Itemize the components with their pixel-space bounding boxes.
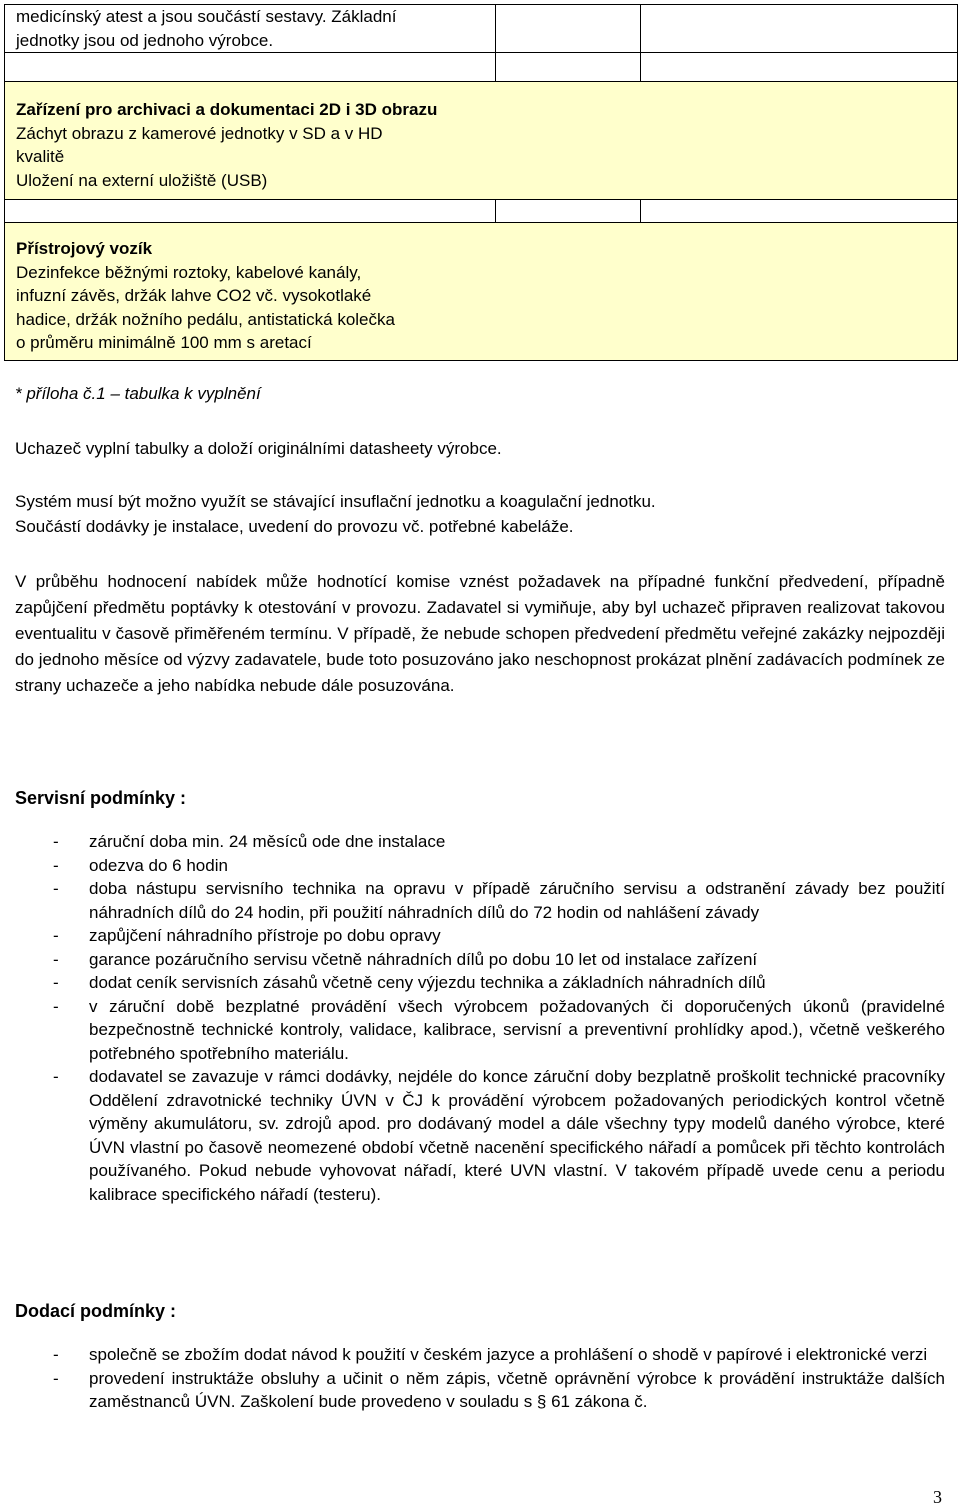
table-row-section-header [5,223,958,361]
table-row [5,5,958,53]
annex-note: * příloha č.1 – tabulka k vyplnění [15,384,261,403]
list-item [15,995,945,1066]
list-item [15,1065,945,1206]
list-item-text: dodat ceník servisních zásahů včetně ceny výjezdu technika a základních náhradních dílů [89,973,766,992]
list-item [15,854,945,878]
table-cell-empty [5,53,496,82]
page-number: 3 [933,1487,942,1507]
list-dash: - [53,1368,59,1388]
cell-line: infuzní závěs, držák lahve CO2 vč. vysokotlaké [16,286,372,305]
cell-line: o průměru minimálně 100 mm s aretací [16,333,312,352]
list-item-text: záruční doba min. 24 měsíců ode dne instalace [89,832,446,851]
cell-line: Dezinfekce běžnými roztoky, kabelové kanály, [16,262,362,282]
list-item-text: provedení instruktáže obsluhy a učinit o něm zápis, včetně oprávnění výrobce k provádění instruktáže dalších zaměstnanců ÚVN. Zaškolení bude provedeno v souladu s § 61 zákona č. [89,1368,945,1411]
paragraph: Systém musí být možno využít se stávající insuflační jednotku a koagulační jednotku. [15,492,656,511]
paragraph: Uchazeč vyplní tabulky a doloží originálními datasheety výrobce. [15,439,502,458]
table-cell-empty [641,53,958,82]
list-dash: - [53,879,59,898]
list-item-text: garance pozáručního servisu včetně náhradních dílů po dobu 10 let od instalace zařízení [89,949,758,969]
cell-line: hadice, držák nožního pedálu, antistatická kolečka [16,309,395,329]
list-item [15,1367,945,1414]
table-cell-empty [496,200,641,223]
section-heading: Přístrojový vozík [16,239,153,258]
list-item [15,830,945,854]
list-dash: - [53,832,59,851]
list-item-text: společně se zbožím dodat návod k použití v českém jazyce a prohlášení o shodě v papírové i elektronické verzi [89,1345,928,1364]
list-dash: - [53,996,59,1016]
table-cell-empty [496,53,641,82]
list-dash: - [53,855,59,875]
paragraph: Součástí dodávky je instalace, uvedení do provozu vč. potřebné kabeláže. [15,517,574,536]
list-item [15,971,945,995]
table-row [5,200,958,223]
list-item [15,924,945,948]
cell-line: medicínský atest a jsou součástí sestavy. Základní [16,7,397,26]
list-dash: - [53,1067,59,1086]
list-dash: - [53,1345,59,1364]
service-conditions-heading: Servisní podmínky : [15,788,187,808]
list-item-text: odezva do 6 hodin [89,855,228,875]
list-item-text: doba nástupu servisního technika na opravu v případě záručního servisu a odstranění závady bez použití náhradních dílů do 24 hodin, při použití náhradních dílů do 72 hodin od nahlášení závady [89,879,945,922]
list-item [15,877,945,924]
table-cell-empty [641,5,958,53]
list-item-text: v záruční době bezplatné provádění všech výrobcem požadovaných či doporučených úkonů (pravidelné bezpečnostně technické kontroly, validace, kalibrace, servisní a preventivní prohlídky apod.), včetně veškerého potřebného spotřebního materiálu. [89,996,945,1063]
cell-line: kvalitě [16,147,65,166]
table-cell-empty [5,200,496,223]
list-item-text: zapůjčení náhradního přístroje po dobu opravy [89,926,441,945]
table-cell-section [5,82,958,200]
table-cell-empty [496,5,641,53]
table-cell-section [5,223,958,361]
list-item-text: dodavatel se zavazuje v rámci dodávky, nejdéle do konce záruční doby bezplatně proškolit technické pracovníky Oddělení zdravotnické techniky ÚVN v ČJ k provádění výrobcem požadovaných periodických kontrol včetně výměny akumulátoru, sv. zdrojů apod. pro dodávaný model a dále všechny typy modelů daného výrobce, které ÚVN vlastní po časově neomezené období včetně nacenění specifického nářadí a pomůcek při těchto kontrolách používaného. Pokud nebude vyhovovat nářadí, které UVN vlastní. V takovém případě uvede cenu a periodu kalibrace specifického nářadí (testeru). [89,1067,945,1204]
delivery-conditions-list [15,1343,945,1414]
list-item [15,948,945,972]
list-dash: - [53,949,59,969]
list-dash: - [53,973,59,992]
service-conditions-list [15,830,945,1206]
table-cell-empty [641,200,958,223]
list-item [15,1343,945,1367]
specification-table [4,4,958,361]
cell-line: Záchyt obrazu z kamerové jednotky v SD a v HD [16,123,383,143]
cell-line: Uložení na externí uložiště (USB) [16,170,268,190]
table-row [5,53,958,82]
section-heading: Zařízení pro archivaci a dokumentaci 2D i 3D obrazu [16,100,438,119]
delivery-conditions-heading: Dodací podmínky : [15,1301,177,1321]
table-row-section-header [5,82,958,200]
list-dash: - [53,926,59,945]
table-cell-description [5,5,496,53]
cell-line: jednotky jsou od jednoho výrobce. [16,30,274,50]
paragraph-evaluation: V průběhu hodnocení nabídek může hodnotící komise vznést požadavek na případné funkční předvedení, případně zapůjčení předmětu poptávky k otestování v provozu. Zadavatel si vymiňuje, aby byl uchazeč připraven realizovat takovou eventualitu v časově přiměřeném termínu. V případě, že nebude schopen předvedení předmětu veřejné zakázky nejpozději do jednoho měsíce od výzvy zadavatele, bude toto posuzováno jako neschopnost prokázat plnění zadávacích podmínek ze strany uchazeče a jeho nabídka nebude dále posuzována. [15,572,945,695]
